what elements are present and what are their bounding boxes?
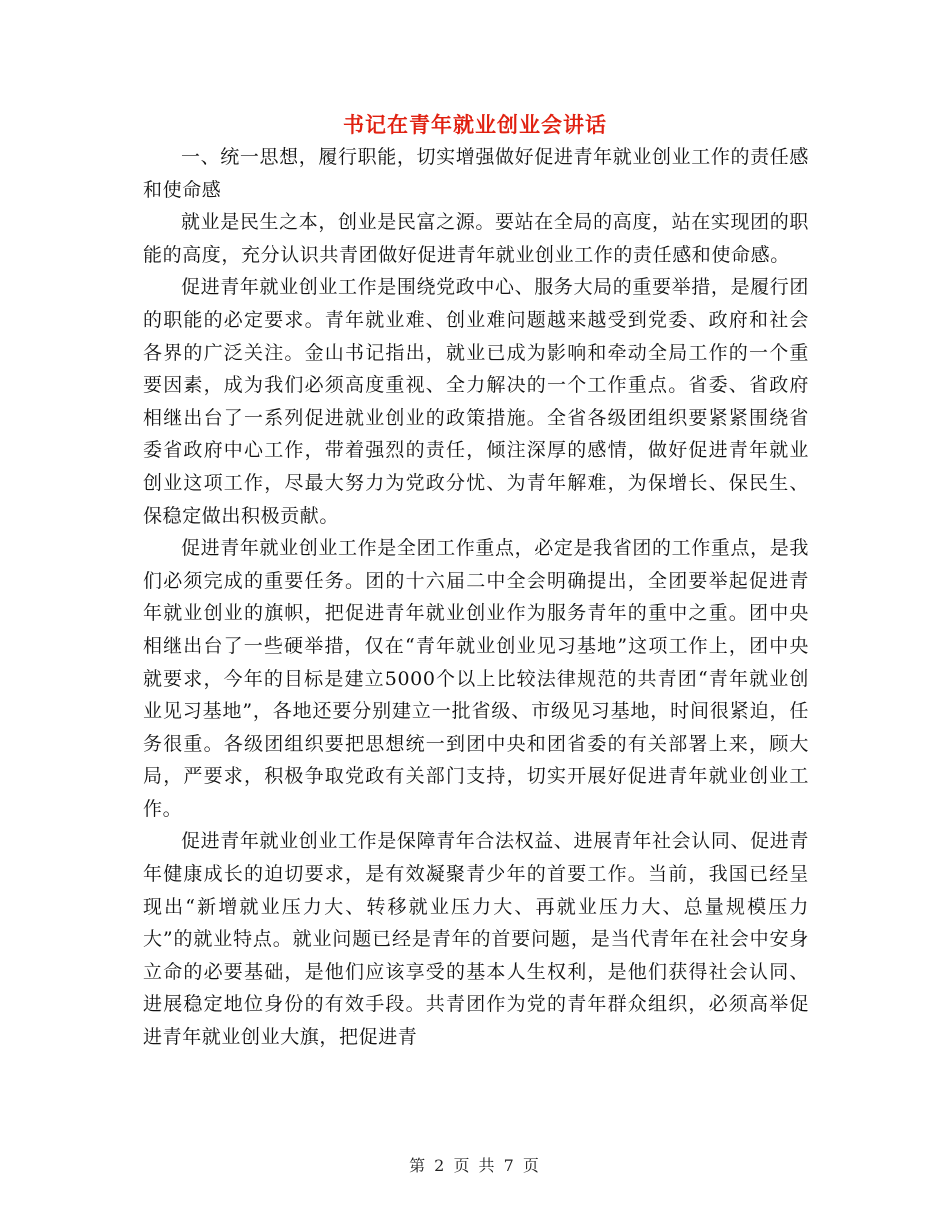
page-number-footer: 第 2 页 共 7 页 [409,1156,541,1175]
section-heading: 一、统一思想，履行职能，切实增强做好促进青年就业创业工作的责任感和使命感 [143,146,809,201]
paragraph: 促进青年就业创业工作是全团工作重点，必定是我省团的工作重点，是我们必须完成的重要任务。团的十六届二中全会明确提出，全团要举起促进青年就业创业的旗帜，把促进青年就业创业作为服务青年的重中之重。团中央相继出台了一些硬举措，仅在“青年就业创业见习基地”这项工作上，团中央就要求，今年的目标是建立5000个以上比较法律规范的共青团“青年就业创业见习基地”，各地还要分别建立一批省级、市级见习基地，时间很紧迫，任务很重。各级团组织要把思想统一到团中央和团省委的有关部署上来，顾大局，严要求，积极争取党政有关部门支持，切实开展好促进青年就业创业工作。 [143,537,809,820]
paragraph: 促进青年就业创业工作是围绕党政中心、服务大局的重要举措，是履行团的职能的必定要求。青年就业难、创业难问题越来越受到党委、政府和社会各界的广泛关注。金山书记指出，就业已成为影响和牵动全局工作的一个重要因素，成为我们必须高度重视、全力解决的一个工作重点。省委、省政府相继出台了一系列促进就业创业的政策措施。全省各级团组织要紧紧围绕省委省政府中心工作，带着强烈的责任，倾注深厚的感情，做好促进青年就业创业这项工作，尽最大努力为党政分忧、为青年解难，为保增长、保民生、保稳定做出积极贡献。 [143,276,809,527]
document-body [143,141,809,1054]
paragraph: 就业是民生之本，创业是民富之源。要站在全局的高度，站在实现团的职能的高度，充分认识共青团做好促进青年就业创业工作的责任感和使命感。 [143,211,809,266]
document-title: 书记在青年就业创业会讲话 [343,113,607,137]
paragraph: 促进青年就业创业工作是保障青年合法权益、进展青年社会认同、促进青年健康成长的迫切要求，是有效凝聚青少年的首要工作。当前，我国已经呈现出“新增就业压力大、转移就业压力大、再就业压力大、总量规模压力大”的就业特点。就业问题已经是青年的首要问题，是当代青年在社会中安身立命的必要基础，是他们应该享受的基本人生权利，是他们获得社会认同、进展稳定地位身份的有效手段。共青团作为党的青年群众组织，必须高举促进青年就业创业大旗，把促进青 [143,830,809,1049]
